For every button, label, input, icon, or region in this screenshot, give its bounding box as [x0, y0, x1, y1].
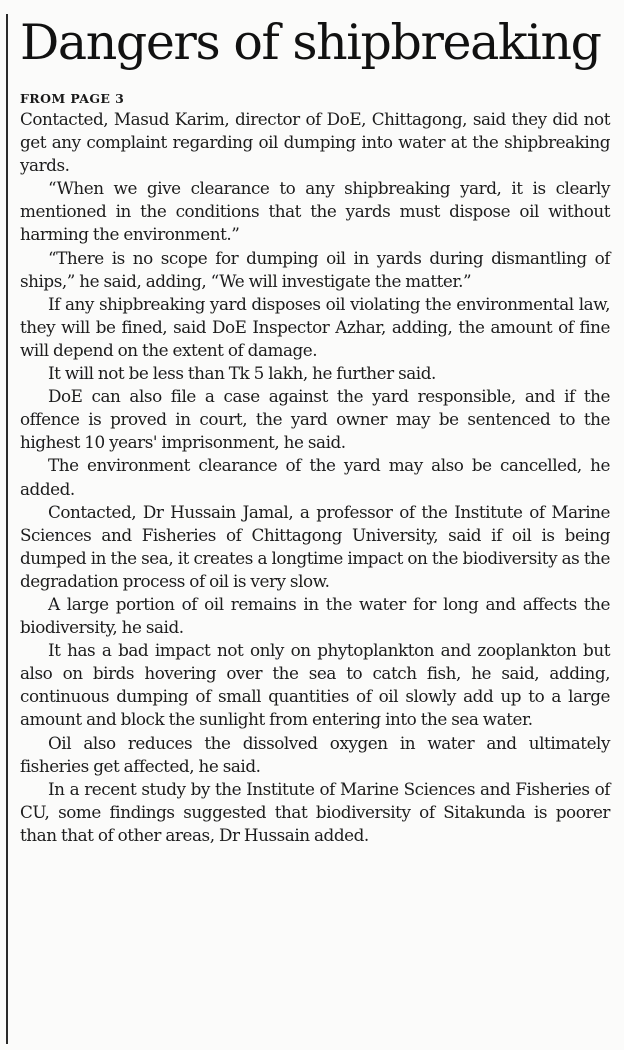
jump-line: FROM PAGE 3	[20, 91, 125, 106]
article-body	[20, 108, 610, 847]
paragraph: It has a bad impact not only on phytoplankton and zooplankton but also on birds hovering over the sea to catch fish, he said, adding, continuous dumping of small quantities of oil slowly add up to a large amount and block the sunlight from entering into the sea water.	[20, 640, 610, 730]
paragraph: “When we give clearance to any shipbreaking yard, it is clearly mentioned in the conditions that the yards must dispose oil without harming the environment.”	[20, 178, 610, 245]
paragraph: Oil also reduces the dissolved oxygen in water and ultimately fisheries get affected, he said.	[20, 732, 610, 776]
paragraph: “There is no scope for dumping oil in yards during dismantling of ships,” he said, adding, “We will investigate the matter.”	[20, 247, 610, 291]
paragraph: The environment clearance of the yard may also be cancelled, he added.	[20, 455, 610, 499]
paragraph: DoE can also file a case against the yard responsible, and if the offence is proved in court, the yard owner may be sentenced to the highest 10 years' imprisonment, he said.	[20, 386, 610, 453]
paragraph: Contacted, Masud Karim, director of DoE, Chittagong, said they did not get any complaint regarding oil dumping into water at the shipbreaking yards.	[20, 109, 610, 176]
paragraph: A large portion of oil remains in the water for long and affects the biodiversity, he said.	[20, 593, 610, 638]
headline: Dangers of shipbreaking	[20, 14, 601, 71]
column-rule	[6, 14, 8, 1044]
paragraph: It will not be less than Tk 5 lakh, he further said.	[48, 363, 436, 384]
paragraph: In a recent study by the Institute of Marine Sciences and Fisheries of CU, some findings suggested that biodiversity of Sitakunda is poorer than that of other areas, Dr Hussain added.	[20, 778, 610, 845]
paragraph: Contacted, Dr Hussain Jamal, a professor of the Institute of Marine Sciences and Fisheries of Chittagong University, said if oil is being dumped in the sea, it creates a longtime impact on the biodiversity as the degradation process of oil is very slow.	[20, 501, 610, 591]
paragraph: If any shipbreaking yard disposes oil violating the environmental law, they will be fined, said DoE Inspector Azhar, adding, the amount of fine will depend on the extent of damage.	[20, 293, 610, 360]
